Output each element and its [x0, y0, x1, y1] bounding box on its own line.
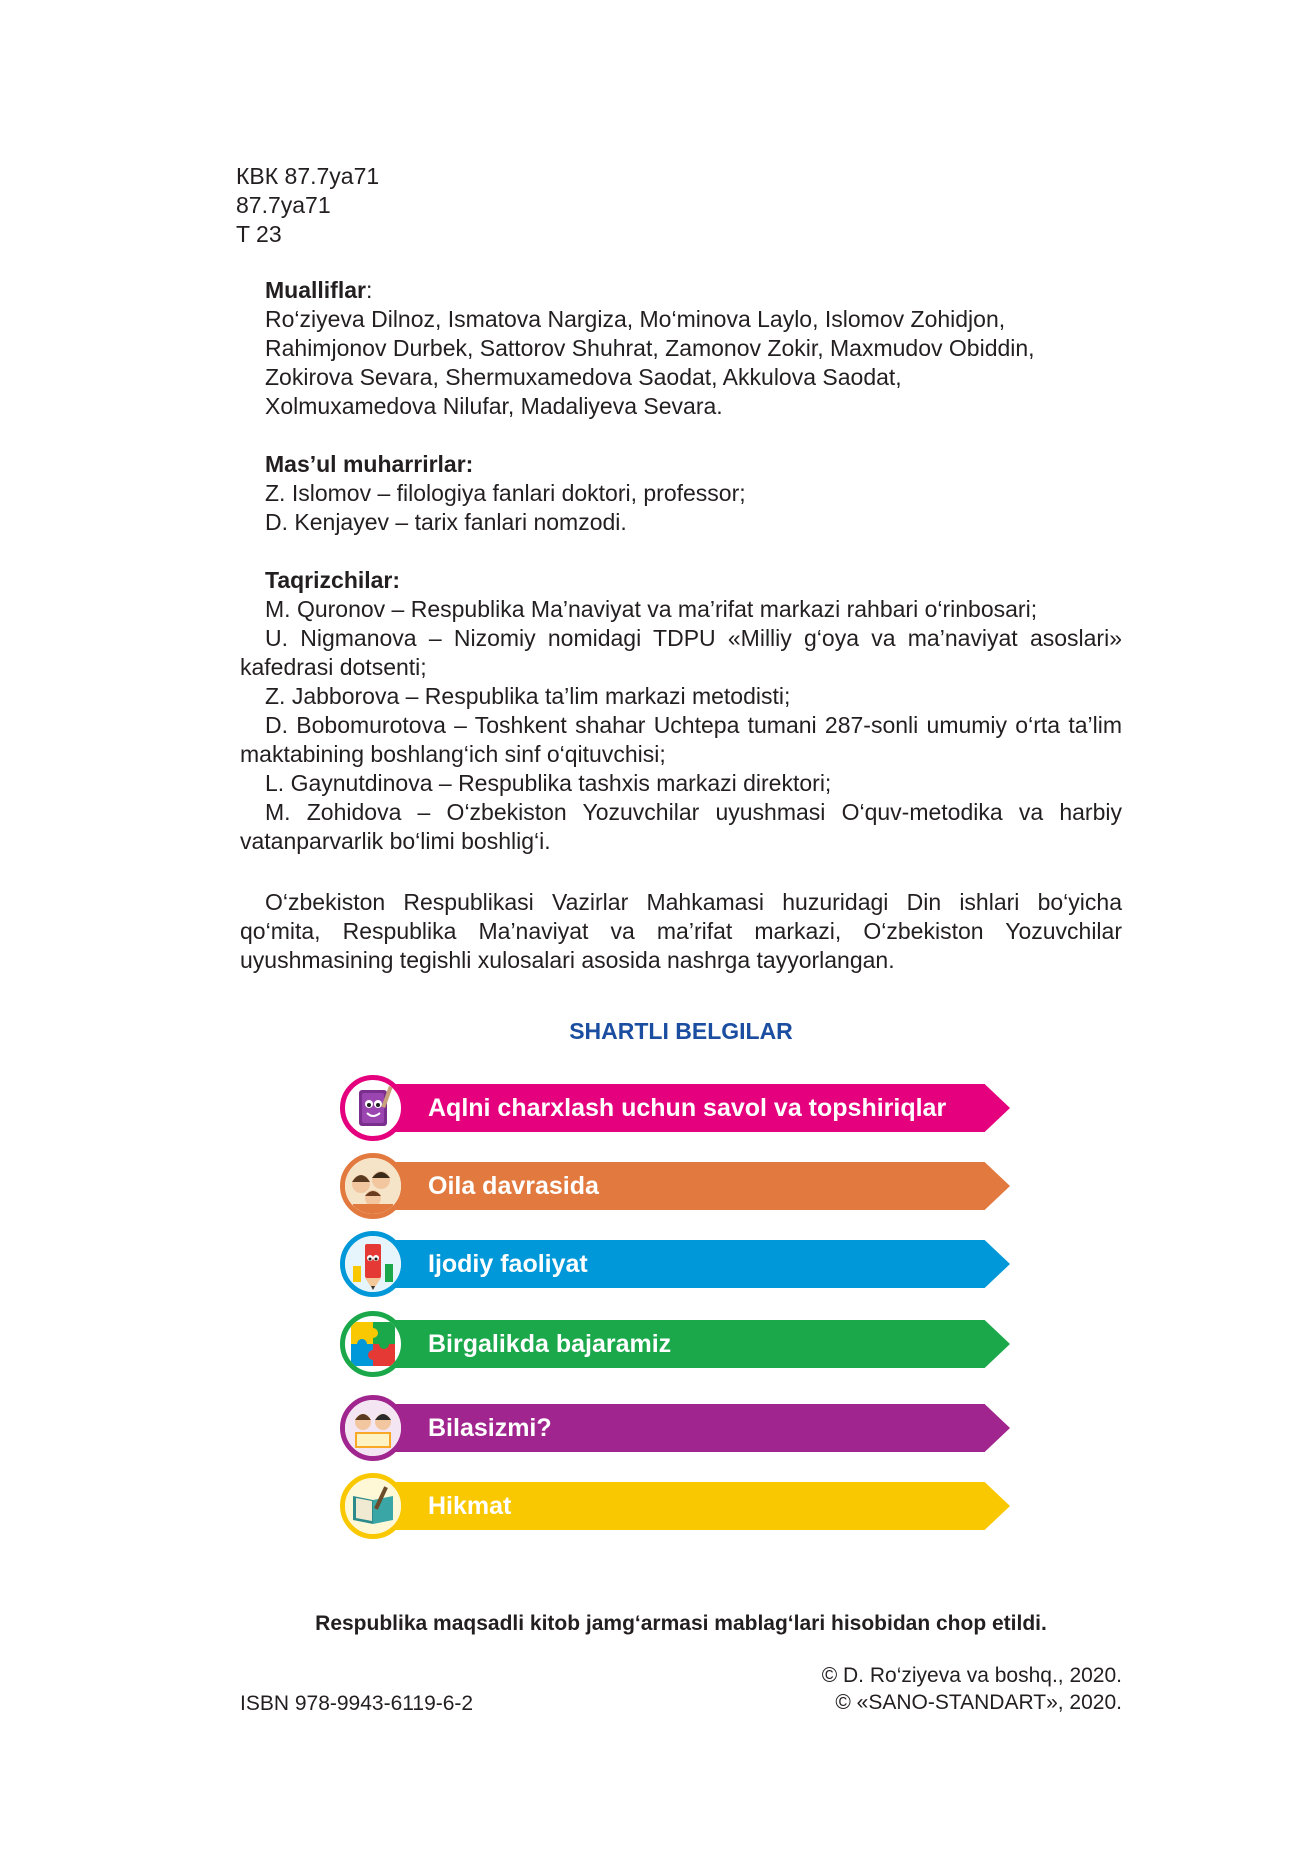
- legend-label: Hikmat: [428, 1492, 512, 1520]
- legend-label: Aqlni charxlash uchun savol va topshiriqlar: [428, 1094, 947, 1122]
- editors-section: [240, 450, 1147, 537]
- legend-item-did-you-know: [340, 1395, 1010, 1461]
- legend-item-wisdom: [340, 1473, 1010, 1539]
- legend-item-family: [340, 1153, 1010, 1219]
- authors-line: Xolmuxamedova Nilufar, Madaliyeva Sevara.: [265, 393, 723, 419]
- family-icon: [340, 1153, 406, 1219]
- reviewers-heading: Taqrizchilar:: [265, 567, 401, 593]
- bbk-code: КВК 87.7ya71: [236, 163, 380, 189]
- authors-heading: Mualliflar: [265, 277, 366, 303]
- approval-paragraph: O‘zbekiston Respublikasi Vazirlar Mahkamasi huzuridagi Din ishlari bo‘yicha qo‘mita, Respublika Ma’naviyat va ma’rifat markazi, O‘zbekiston Yozuvchilar uyushmasining tegishli xulosalari asosida nashrga tayyorlangan.: [240, 889, 1122, 973]
- editor-line: Z. Islomov – filologiya fanlari doktori, professor;: [265, 480, 746, 506]
- copyright-line: © D. Ro‘ziyeva va boshq., 2020.: [821, 1664, 1122, 1687]
- legend-item-together: [340, 1311, 1010, 1377]
- editor-line: D. Kenjayev – tarix fanlari nomzodi.: [265, 509, 627, 535]
- reviewer-entry: U. Nigmanova – Nizomiy nomidagi TDPU «Milliy g‘oya va ma’naviyat asoslari» kafedrasi dotsenti;: [240, 625, 1122, 680]
- reviewer-entry: Z. Jabborova – Respublika ta’lim markazi metodisti;: [265, 683, 791, 709]
- editors-heading: Mas’ul muharrirlar:: [265, 451, 474, 477]
- legend-label: Oila davrasida: [428, 1172, 599, 1200]
- legend-label: Birgalikda bajaramiz: [428, 1330, 672, 1358]
- legend-item-questions: [340, 1075, 1010, 1141]
- udk-code: 87.7ya71: [236, 192, 331, 218]
- reviewers-section: [240, 566, 1122, 856]
- authors-line: Ro‘ziyeva Dilnoz, Ismatova Nargiza, Mo‘minova Laylo, Islomov Zohidjon,: [265, 306, 1006, 332]
- reviewer-entry: M. Quronov – Respublika Ma’naviyat va ma’rifat markazi rahbari o‘rinbosari;: [265, 596, 1038, 622]
- copyright-block: [822, 1662, 1122, 1716]
- reviewer-entry: M. Zohidova – O‘zbekiston Yozuvchilar uyushmasi O‘quv-metodika va harbiy vatanparvarlik bo‘limi boshlig‘i.: [240, 799, 1122, 854]
- funding-note: Respublika maqsadli kitob jamg‘armasi mablag‘lari hisobidan chop etildi.: [315, 1612, 1047, 1635]
- legend-item-creative: [340, 1231, 1010, 1297]
- puzzle-icon: [340, 1311, 406, 1377]
- author-mark: T 23: [236, 221, 282, 247]
- library-codes: [236, 162, 379, 249]
- isbn: ISBN 978-9943-6119-6-2: [240, 1692, 474, 1715]
- children-icon: [340, 1395, 406, 1461]
- pencil-character-icon: [340, 1231, 406, 1297]
- authors-line: Zokirova Sevara, Shermuxamedova Saodat, Akkulova Saodat,: [265, 364, 902, 390]
- open-book-icon: [340, 1473, 406, 1539]
- authors-line: Rahimjonov Durbek, Sattorov Shuhrat, Zamonov Zokir, Maxmudov Obiddin,: [265, 335, 1035, 361]
- reviewer-entry: L. Gaynutdinova – Respublika tashxis markazi direktori;: [265, 770, 832, 796]
- book-character-icon: [340, 1075, 406, 1141]
- legend-label: Bilasizmi?: [428, 1414, 552, 1442]
- legend-title: SHARTLI BELGILAR: [569, 1018, 793, 1044]
- reviewer-entry: D. Bobomurotova – Toshkent shahar Uchtepa tumani 287-sonli umumiy o‘rta ta’lim maktabining boshlang‘ich sinf o‘qituvchisi;: [240, 712, 1122, 767]
- legend-label: Ijodiy faoliyat: [428, 1250, 588, 1278]
- authors-heading-colon: :: [365, 277, 373, 303]
- authors-section: [240, 276, 1147, 421]
- copyright-line: © «SANO-STANDART», 2020.: [835, 1691, 1122, 1714]
